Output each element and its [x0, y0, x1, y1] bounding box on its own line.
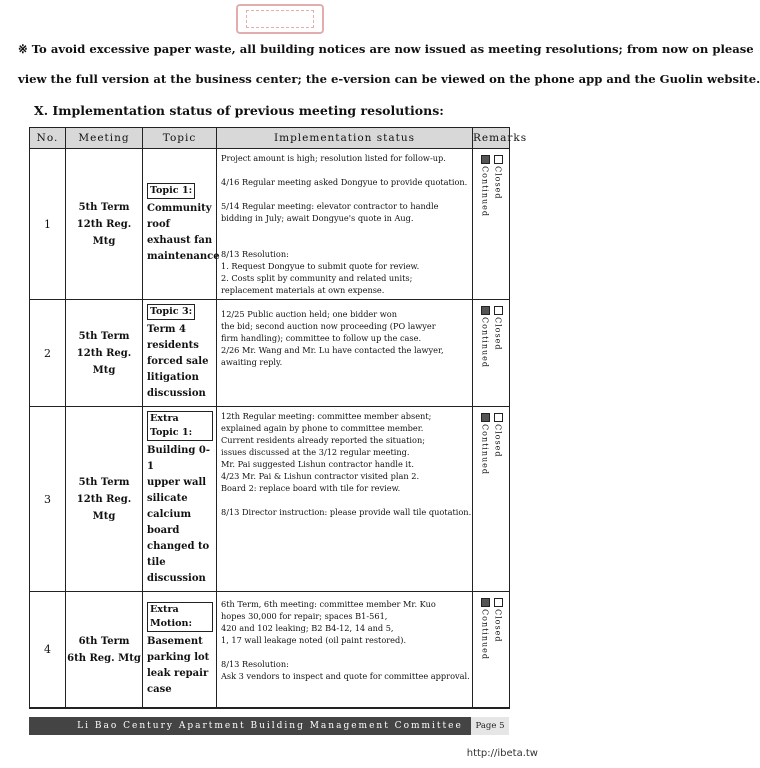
- status-line: Project amount is high; resolution listed for follow-up.: [221, 153, 446, 163]
- checkbox-checked: [481, 306, 490, 315]
- topic-line: Building 0-1: [147, 445, 210, 472]
- note-option-continued: Continued: [480, 317, 490, 369]
- meeting-line: 5th Term: [78, 201, 130, 213]
- topic-line: upper wall silicate: [147, 477, 207, 504]
- meeting-name: [66, 149, 143, 300]
- watermark: http://ibeta.tw: [466, 748, 538, 759]
- status-line: awaiting reply.: [221, 357, 283, 367]
- topic-text: [147, 322, 213, 402]
- notice: [18, 34, 760, 94]
- topic-line: discussion: [147, 388, 206, 399]
- row-number: 4: [30, 592, 66, 708]
- checkbox-unchecked: [494, 413, 503, 422]
- checkbox-unchecked: [494, 306, 503, 315]
- status-line: 8/13 Director instruction: please provide wall tile quotation.: [221, 507, 472, 517]
- page-footer: [29, 717, 509, 735]
- status-line: replacement materials at own expense.: [221, 285, 385, 295]
- status-line: Board 2: replace board with tile for review.: [221, 483, 401, 493]
- table-row-empty: [30, 708, 510, 709]
- topic-cell: [143, 300, 217, 407]
- note-cell: [473, 149, 510, 300]
- status-line: bidding in July; await Dongyue's quote in Aug.: [221, 213, 414, 223]
- status-line: issues discussed at the 3/12 regular meeting.: [221, 447, 410, 457]
- topic-label: Topic 1:: [147, 183, 195, 199]
- checkbox-checked: [481, 598, 490, 607]
- topic-line: Community: [147, 203, 212, 214]
- seal-stamp: [236, 4, 324, 34]
- topic-line: leak repair: [147, 667, 209, 679]
- topic-line: maintenance: [147, 251, 220, 262]
- topic-cell: [143, 149, 220, 300]
- note-option-closed: Closed: [493, 317, 503, 351]
- meeting-line: 6th Term: [78, 635, 130, 647]
- status-line: hopes 30,000 for repair; spaces B1-561,: [221, 611, 388, 621]
- meeting-name: [66, 592, 143, 708]
- status-cell: [217, 592, 473, 708]
- meeting-name: [66, 300, 143, 407]
- table-row: [30, 300, 510, 407]
- status-line: Mr. Pai suggested Lishun contractor handle it.: [221, 459, 414, 469]
- meeting-line: 12th Reg. Mtg: [76, 493, 132, 522]
- topic-line: parking lot: [147, 651, 210, 663]
- checkbox-unchecked: [494, 155, 503, 164]
- meeting-line: 12th Reg. Mtg: [76, 347, 132, 376]
- section-title: X. Implementation status of previous meeting resolutions:: [34, 103, 444, 118]
- status-line: 2/26 Mr. Wang and Mr. Lu have contacted the lawyer,: [221, 345, 444, 355]
- status-line: 4/23 Mr. Pai & Lishun contractor visited plan 2.: [221, 471, 420, 481]
- checkbox-checked: [481, 413, 490, 422]
- header-topic: Topic: [143, 128, 217, 149]
- status-line: the bid; second auction now proceeding (PO lawyer: [221, 321, 436, 331]
- status-line: explained again by phone to committee member.: [221, 423, 424, 433]
- meeting-line: 12th Reg. Mtg: [76, 218, 132, 247]
- page-number: Page 5: [471, 717, 509, 735]
- topic-line: forced sale: [147, 356, 209, 367]
- status-line: 1, 17 wall leakage noted (oil paint restored).: [221, 635, 407, 645]
- table-header-row: [30, 128, 510, 149]
- topic-line: discussion: [147, 573, 206, 584]
- footer-organization: Li Bao Century Apartment Building Management Committee: [77, 721, 463, 731]
- topic-line: Term 4 residents: [147, 324, 199, 351]
- topic-cell: [143, 407, 217, 592]
- status-cell: [217, 149, 473, 300]
- note-option-closed: Closed: [493, 609, 503, 643]
- status-line: 12th Regular meeting: committee member absent;: [221, 411, 432, 421]
- status-line: 1. Request Dongyue to submit quote for review.: [221, 261, 420, 271]
- status-cell: [217, 300, 473, 407]
- note-option-continued: Continued: [480, 609, 490, 661]
- topic-line: calcium board: [147, 509, 192, 536]
- checkbox-unchecked: [494, 598, 503, 607]
- topic-text: [147, 201, 220, 265]
- status-line: 8/13 Resolution:: [221, 249, 289, 259]
- meeting-line: 5th Term: [78, 476, 130, 488]
- status-line: 5/14 Regular meeting: elevator contractor to handle: [221, 201, 439, 211]
- topic-line: changed to tile: [147, 541, 210, 568]
- notice-line-1: ※ To avoid excessive paper waste, all building notices are now issued as meeting resolutions; from now on please: [18, 42, 754, 56]
- topic-line: Basement: [147, 635, 203, 647]
- header-note: Remarks: [473, 128, 510, 149]
- topic-line: roof exhaust fan: [147, 219, 213, 246]
- table-row: [30, 149, 510, 300]
- topic-line: litigation: [147, 372, 199, 383]
- header-meeting: Meeting: [66, 128, 143, 149]
- meeting-line: 5th Term: [78, 330, 130, 342]
- status-line: 2. Costs split by community and related units;: [221, 273, 413, 283]
- note-option-continued: Continued: [480, 166, 490, 218]
- checkbox-checked: [481, 155, 490, 164]
- header-no: No.: [30, 128, 66, 149]
- meeting-line: 6th Reg. Mtg: [67, 652, 141, 664]
- status-line: Current residents already reported the situation;: [221, 435, 425, 445]
- resolution-table: [29, 127, 528, 709]
- note-cell: [473, 300, 510, 407]
- status-line: 6th Term, 6th meeting: committee member Mr. Kuo: [221, 599, 436, 609]
- status-line: Ask 3 vendors to inspect and quote for committee approval.: [221, 671, 470, 681]
- status-line: 12/25 Public auction held; one bidder won: [221, 309, 398, 319]
- topic-text: [147, 634, 213, 698]
- status-line: 8/13 Resolution:: [221, 659, 289, 669]
- table-row: [30, 407, 510, 592]
- topic-line: case: [147, 683, 172, 695]
- row-number: 1: [30, 149, 66, 300]
- row-number: 2: [30, 300, 66, 407]
- note-cell: [473, 592, 510, 708]
- status-cell: [217, 407, 473, 592]
- table-row: [30, 592, 510, 708]
- note-cell: [473, 407, 510, 592]
- meeting-name: [66, 407, 143, 592]
- status-line: 4/16 Regular meeting asked Dongyue to provide quotation.: [221, 177, 468, 187]
- header-status: Implementation status: [217, 128, 473, 149]
- topic-label: Extra Topic 1:: [147, 411, 213, 441]
- topic-label: Extra Motion:: [147, 602, 213, 632]
- status-line: firm handling); committee to follow up the case.: [221, 333, 422, 343]
- note-option-continued: Continued: [480, 424, 490, 476]
- topic-cell: [143, 592, 217, 708]
- note-option-closed: Closed: [493, 424, 503, 458]
- row-number: 3: [30, 407, 66, 592]
- notice-line-2: view the full version at the business center; the e-version can be viewed on the phone app and the Guolin website.: [18, 72, 760, 86]
- topic-label: Topic 3:: [147, 304, 195, 320]
- note-option-closed: Closed: [493, 166, 503, 200]
- topic-text: [147, 443, 213, 587]
- status-line: 420 and 102 leaking; B2 B4-12, 14 and 5,: [221, 623, 394, 633]
